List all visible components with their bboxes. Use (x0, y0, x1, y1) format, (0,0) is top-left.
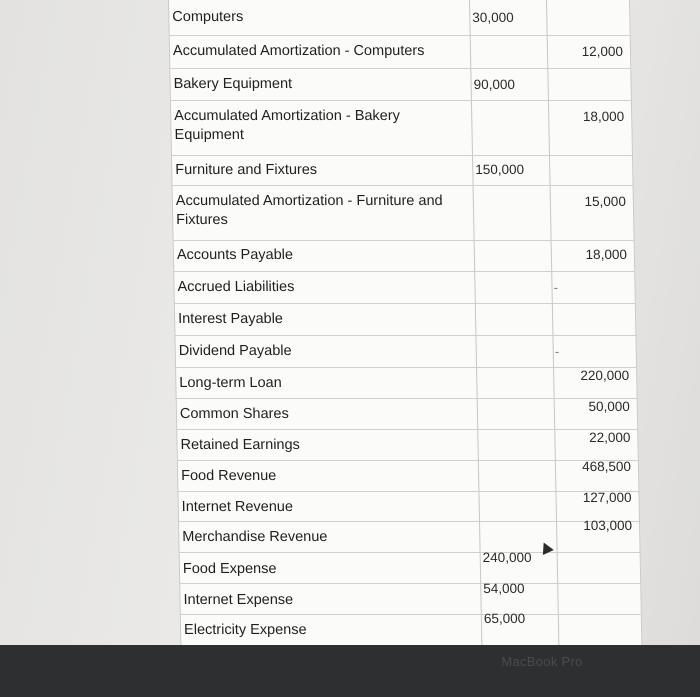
account-name: Merchandise Revenue (182, 529, 328, 545)
account-name: Accumulated Amortization - Bakery Equipment (174, 108, 401, 143)
account-name: Electricity Expense (183, 622, 307, 638)
table-row (174, 241, 635, 272)
table-row (176, 368, 637, 399)
debit-amount: 54,000 (483, 581, 525, 596)
credit-amount: 18,000 (582, 109, 625, 124)
credit-amount: 15,000 (584, 194, 627, 209)
laptop-brand-label: MacBook Pro (501, 654, 583, 669)
table-row (170, 36, 631, 69)
credit-amount: 468,500 (582, 459, 632, 474)
account-name: Internet Revenue (181, 499, 294, 515)
account-name: Furniture and Fixtures (175, 162, 318, 178)
table-row (177, 430, 638, 461)
account-name: Retained Earnings (180, 437, 301, 453)
table-row (172, 156, 633, 186)
table-row (169, 0, 630, 36)
debit-amount: 150,000 (475, 162, 525, 177)
trial-balance-table (168, 0, 642, 645)
table-row (177, 399, 638, 430)
debit-amount: 90,000 (473, 77, 516, 92)
account-name: Accumulated Amortization - Furniture and Fixtures (175, 193, 443, 228)
table-row (180, 550, 641, 584)
table-row (181, 611, 642, 645)
table-row (171, 101, 632, 156)
debit-amount: 30,000 (472, 10, 514, 25)
credit-amount: 127,000 (582, 490, 632, 505)
credit-amount: 220,000 (580, 368, 630, 383)
table-row (179, 518, 640, 553)
credit-amount: 50,000 (588, 399, 630, 414)
account-name: Accrued Liabilities (177, 279, 295, 295)
table-row (175, 304, 636, 336)
account-name: Dividend Payable (178, 343, 292, 359)
account-name: Food Expense (182, 561, 277, 577)
table-row (180, 581, 641, 615)
table-row (173, 186, 634, 241)
credit-amount: - (553, 280, 559, 295)
table-row (178, 461, 639, 492)
credit-amount: 12,000 (581, 44, 624, 59)
account-name: Accumulated Amortization - Computers (172, 43, 425, 59)
credit-amount: - (554, 344, 560, 359)
table-row (170, 69, 631, 101)
credit-amount: 18,000 (585, 247, 628, 262)
debit-amount: 240,000 (482, 550, 532, 565)
table-row (174, 272, 635, 304)
account-name: Common Shares (179, 406, 289, 422)
account-name: Bakery Equipment (173, 76, 293, 92)
account-name: Interest Payable (177, 311, 284, 327)
account-name: Accounts Payable (176, 247, 294, 263)
account-name: Food Revenue (180, 468, 277, 484)
account-name: Computers (172, 9, 244, 25)
credit-amount: 22,000 (588, 430, 631, 445)
account-name: Internet Expense (183, 592, 294, 608)
credit-amount: 103,000 (583, 518, 633, 533)
account-name: Long-term Loan (179, 375, 282, 391)
debit-amount: 65,000 (483, 611, 526, 626)
table-row (175, 336, 636, 368)
